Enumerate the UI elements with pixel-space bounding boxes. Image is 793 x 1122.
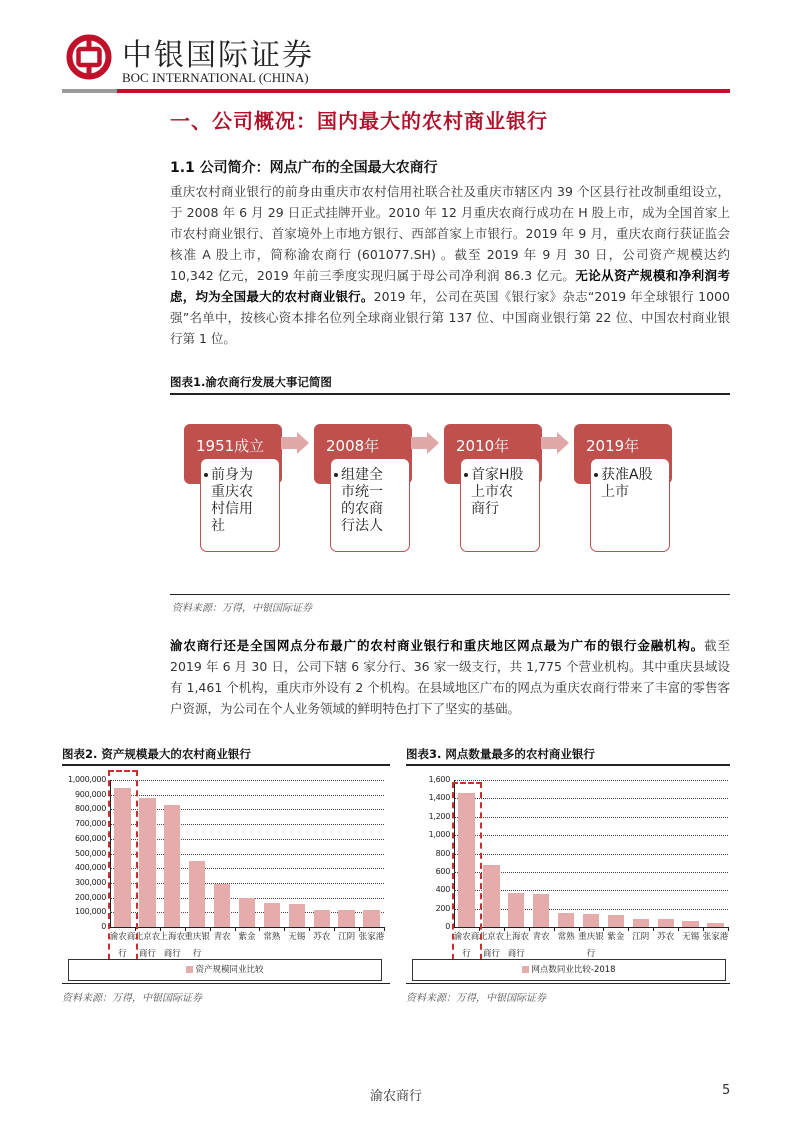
timeline-detail-line: 上市: [601, 484, 629, 500]
y-tick-label: 800: [435, 848, 450, 858]
x-tick-label: 张家港: [358, 932, 385, 942]
chart3-bottom-rule: [406, 983, 730, 984]
chart2-title: 图表2. 资产规模最大的农村商业银行: [62, 747, 251, 761]
header-rule-grey: [62, 89, 117, 93]
y-tick-label: 0: [101, 922, 106, 931]
y-tick-label: 1,000: [428, 830, 450, 840]
x-tick-label: 渝农商 行: [109, 932, 136, 959]
y-tick-label: 900,000: [75, 789, 106, 799]
bar: [483, 865, 499, 927]
x-tick-label: 北京农 商行: [134, 932, 161, 959]
bar: [239, 898, 255, 927]
arrow-right-icon: [541, 432, 569, 454]
bar: [264, 903, 280, 927]
network-highlight: 渝农商行还是全国网点分布最广的农村商业银行和重庆地区网点最为广布的银行金融机构。: [170, 638, 705, 653]
grid-line: [454, 780, 728, 781]
bar: [583, 914, 599, 927]
x-tick-label: 江阴: [338, 932, 356, 942]
bar: [633, 919, 649, 927]
y-tick-label: 1,600: [428, 775, 450, 784]
chart2-title-rule: [62, 764, 390, 766]
bar: [707, 923, 723, 927]
bar: [189, 861, 205, 927]
boc-logo-icon: [66, 34, 112, 80]
grid-line: [454, 854, 728, 855]
chart2-source: 资料来源：万得，中银国际证券: [62, 993, 202, 1004]
grid-line: [454, 817, 728, 818]
network-text: 截至 2019 年 6 月 30 日，公司下辖 6 家分行、36 家一级支行，共 1,775 个营业机构。其中重庆县域设有 1,461 个机构，重庆市外设有 2 个机构。在县域地区广布的网点为重庆农商行带来了丰富的零售客户资源，为公司在个人业务领域的鲜明特色打下了坚实的基础。: [170, 638, 730, 716]
x-tick-label: 上海农 商行: [159, 932, 186, 959]
bar: [314, 910, 330, 927]
timeline-detail-box: [460, 458, 540, 552]
chart3-title-rule: [406, 764, 730, 766]
y-tick-label: 200: [435, 903, 450, 913]
branch-count-bar-chart: [406, 770, 736, 980]
bar: [139, 798, 155, 927]
x-tick-label: 常熟: [557, 932, 575, 942]
legend-label: 资产规模同业比较: [195, 965, 264, 975]
y-tick-label: 800,000: [75, 804, 106, 814]
x-tick-label: 苏农: [657, 932, 675, 942]
intro-text-2: 2019 年，公司在英国《银行家》杂志“2019 年全球银行 1000 强”名单中，按核心资本排名位列全球商业银行第 137 位、中国商业银行第 22 位、中国农村商业银行第 1 位。: [170, 289, 730, 346]
x-tick-label: 青农: [213, 932, 231, 942]
x-axis-line: [110, 927, 384, 928]
timeline-detail-line: 组建全: [341, 467, 403, 484]
figure1-source: 资料来源：万得，中银国际证券: [172, 603, 312, 614]
subsection-number: 1.1: [170, 160, 195, 176]
timeline-detail-line: 行法人: [341, 518, 383, 534]
grid-line: [454, 835, 728, 836]
y-tick-label: 1,000,000: [67, 775, 106, 784]
chart2-bottom-rule: [62, 983, 390, 984]
x-tick-label: 紫金: [607, 932, 625, 942]
highlight-dashed-box: [452, 782, 482, 970]
timeline-detail-line: 市统一: [341, 484, 383, 500]
y-tick-label: 600,000: [75, 833, 106, 843]
x-tick-label: 苏农: [313, 932, 331, 942]
legend-label: 网点数同业比较-2018: [531, 965, 616, 975]
page-number: 5: [722, 1083, 731, 1098]
timeline-year-box: 2019年: [574, 424, 672, 484]
intro-paragraph: [170, 181, 730, 349]
bar: [658, 919, 674, 927]
bar: [338, 910, 354, 927]
legend-swatch-icon: [186, 966, 193, 973]
bar: [214, 884, 230, 927]
timeline-detail-line: 重庆农: [211, 484, 253, 500]
timeline-detail-box: [330, 458, 410, 552]
chart-legend: [68, 959, 382, 981]
timeline-detail-line: 获准A股: [601, 467, 663, 484]
chart3-title: 图表3. 网点数量最多的农村商业银行: [406, 747, 595, 761]
intro-text-1: 重庆农村商业银行的前身由重庆市农村信用社联合社及重庆市辖区内 39 个区县行社改制重组设立，于 2008 年 6 月 29 日正式挂牌开业。2010 年 12 月重庆农商行成功在 H 股上市，成为全国首家上市农村商业银行、首家境外上市地方银行、西部首家上市银行。2019 年 9 月，重庆农商行获证监会核准 A 股上市，简称渝农商行 (601077.SH) 。截至 2019 年 9 月 30 日，公司资产规模达约 10,342 亿元，2019 年前三季度实现归属于母公司净利润 86.3 亿元。: [170, 184, 730, 283]
y-tick-label: 300,000: [75, 877, 106, 887]
timeline-detail-box: [200, 458, 280, 552]
y-tick-label: 600: [435, 866, 450, 876]
subsection-title: [170, 157, 438, 177]
y-tick-label: 400,000: [75, 863, 106, 873]
bar: [533, 894, 549, 927]
timeline-detail-line: 的农商: [341, 501, 383, 517]
bar: [558, 913, 574, 927]
subsection-text: 公司简介：网点广布的全国最大农商行: [199, 160, 438, 176]
bullet-icon: [594, 473, 598, 477]
y-tick-label: 0: [445, 922, 450, 931]
bullet-icon: [464, 473, 468, 477]
x-tick-label: 张家港: [702, 932, 729, 942]
figure1-title: 图表1.渝农商行发展大事记简图: [170, 375, 332, 389]
brand-name-en: BOC INTERNATIONAL (CHINA): [122, 70, 309, 85]
y-tick-label: 1,400: [428, 793, 450, 803]
y-tick-label: 500,000: [75, 848, 106, 858]
x-tick-label: 无锡: [682, 932, 700, 942]
header-rule-red: [117, 89, 730, 93]
x-tick-label: 重庆银 行: [578, 932, 604, 959]
intro-highlight: 无论从资产规模和净利润考虑，均为全国最大的农村商业银行。: [170, 268, 730, 304]
timeline-detail-line: 首家H股: [471, 467, 533, 484]
grid-line: [454, 798, 728, 799]
y-tick-label: 400: [435, 885, 450, 895]
chart-legend: [412, 959, 726, 981]
network-paragraph: [170, 635, 730, 719]
x-tick-label: 渝农商 行: [453, 932, 480, 959]
y-tick-label: 700,000: [75, 819, 106, 829]
timeline-detail-line: 前身为: [211, 467, 273, 484]
x-tick-label: 青农: [532, 932, 550, 942]
timeline-detail-line: 商行: [471, 501, 499, 517]
x-tick-label: 无锡: [288, 932, 306, 942]
x-axis-line: [454, 927, 728, 928]
x-tick-label: 常熟: [263, 932, 281, 942]
timeline-detail-line: 上市农: [471, 484, 513, 500]
highlight-dashed-box: [108, 770, 138, 970]
bar: [164, 805, 180, 927]
x-tick-label: 重庆银 行: [184, 932, 210, 959]
grid-line: [110, 795, 384, 796]
timeline-year-box: 2008年: [314, 424, 412, 484]
arrow-right-icon: [411, 432, 439, 454]
bar: [508, 893, 524, 927]
figure1-rule: [170, 393, 730, 395]
x-tick-label: 北京农 商行: [478, 932, 505, 959]
timeline-year-box: 2010年: [444, 424, 542, 484]
y-tick-label: 100,000: [75, 907, 106, 917]
timeline-detail-line: 社: [211, 518, 225, 534]
section-title: 一、公司概况：国内最大的农村商业银行: [170, 109, 548, 133]
bar: [682, 921, 698, 927]
bar: [363, 910, 379, 927]
asset-size-bar-chart: [62, 770, 392, 980]
grid-line: [110, 780, 384, 781]
figure1-bottom-rule: [170, 594, 730, 595]
chart3-source: 资料来源：万得，中银国际证券: [406, 993, 546, 1004]
bar: [608, 915, 624, 927]
y-tick-label: 1,200: [428, 811, 450, 821]
timeline: [170, 400, 730, 590]
timeline-detail-line: 村信用: [211, 501, 253, 517]
x-tick-label: 紫金: [238, 932, 256, 942]
x-tick-label: 江阴: [632, 932, 650, 942]
y-tick-label: 200,000: [75, 892, 106, 902]
bullet-icon: [334, 473, 338, 477]
arrow-right-icon: [281, 432, 309, 454]
brand-name-cn: 中银国际证券: [122, 38, 314, 73]
footer-title: 渝农商行: [370, 1089, 423, 1104]
legend-swatch-icon: [522, 966, 529, 973]
timeline-year-box: 1951成立: [184, 424, 282, 484]
timeline-detail-box: [590, 458, 670, 552]
bar: [289, 904, 305, 927]
bullet-icon: [204, 473, 208, 477]
x-tick-label: 上海农 商行: [503, 932, 530, 959]
